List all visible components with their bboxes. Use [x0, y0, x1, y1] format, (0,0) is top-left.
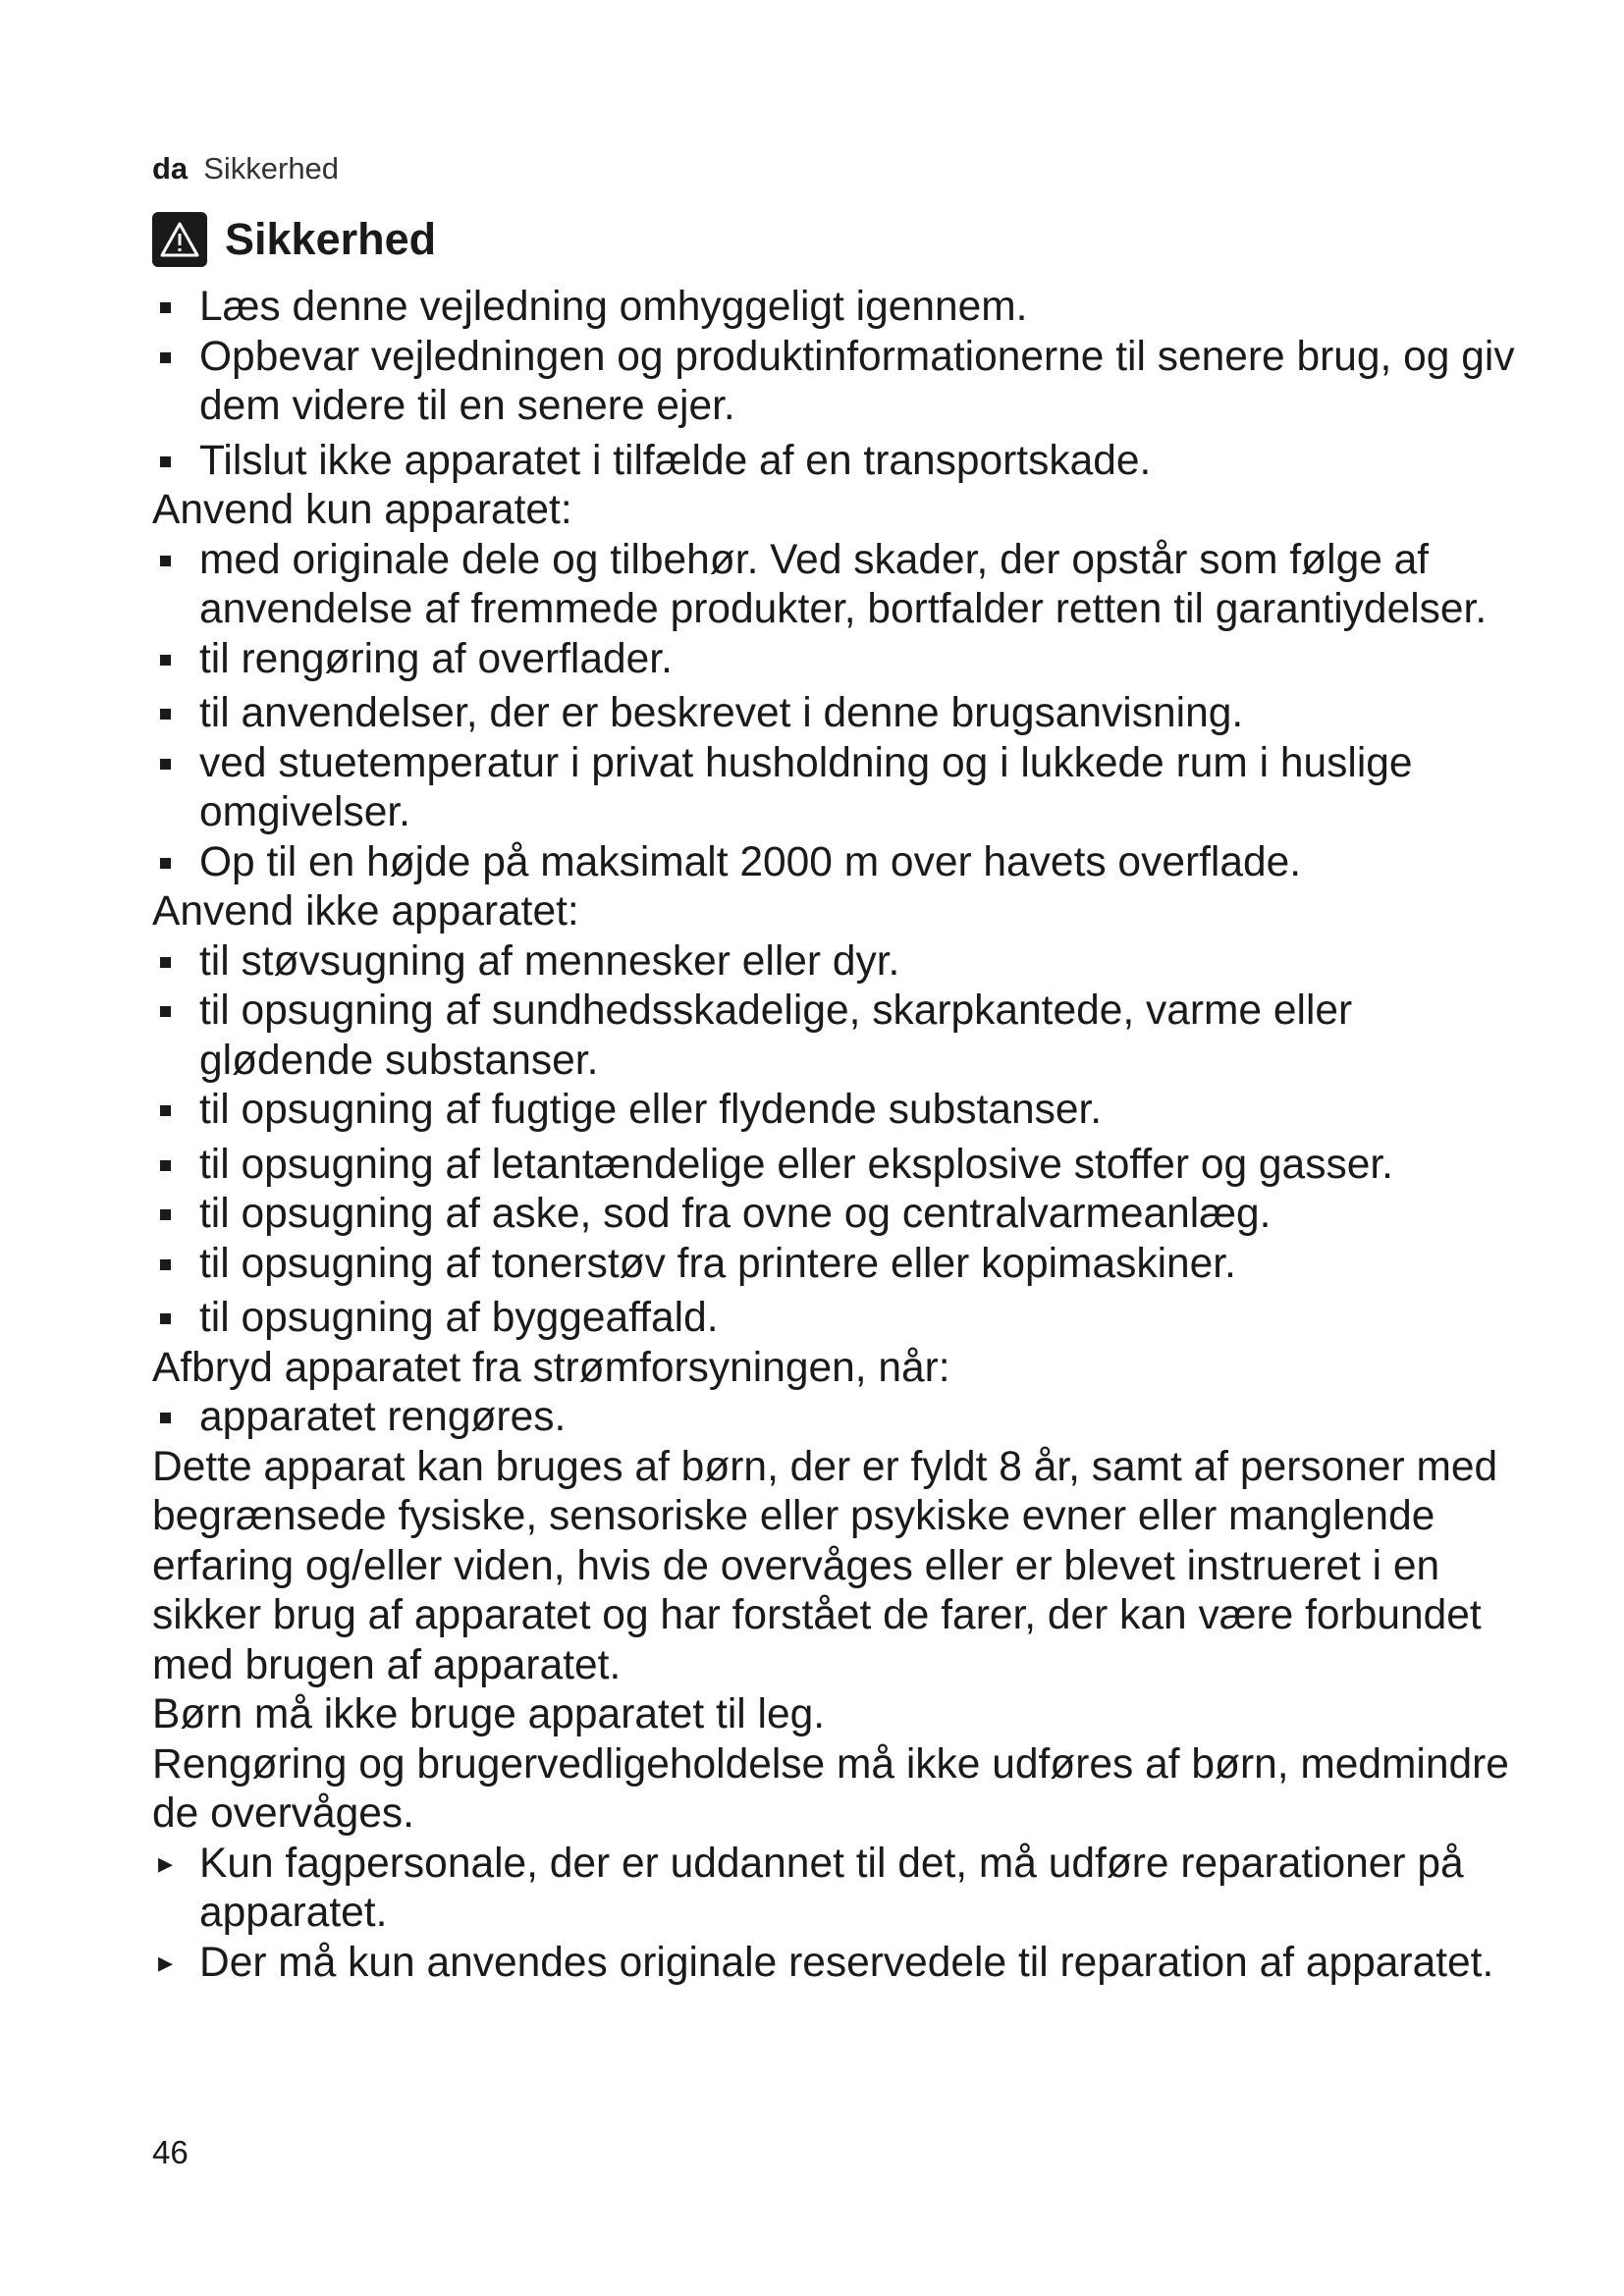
list-item-text: Tilslut ikke apparatet i tilfælde af en transportskade. [199, 437, 1152, 484]
warning-triangle-icon [152, 212, 207, 267]
list-item [152, 987, 1517, 1086]
action-item [152, 1840, 1517, 1939]
list-item-text: Opbevar vejledningen og produktinformationerne til senere brug, og giv dem videre til en senere ejer. [199, 333, 1515, 429]
square-bullet-icon [160, 1209, 171, 1220]
action-item-text: Der må kun anvendes originale reservedele til reparation af apparatet. [199, 1939, 1494, 1986]
list-item [152, 437, 1517, 487]
page-number: 46 [152, 2134, 189, 2170]
list-item [152, 739, 1517, 838]
action-item [152, 1939, 1517, 1989]
square-bullet-icon [160, 655, 171, 666]
square-bullet-icon [160, 759, 171, 770]
square-bullet-icon [160, 1259, 171, 1270]
list-item [152, 1141, 1517, 1191]
list-item [152, 536, 1517, 635]
square-bullet-icon [160, 1313, 171, 1324]
language-code: da [152, 151, 189, 186]
list-item-text: ved stuetemperatur i privat husholdning og i lukkede rum i huslige omgivelser. [199, 739, 1413, 835]
square-bullet-icon [160, 1413, 171, 1423]
list-item-text: til opsugning af tonerstøv fra printere eller kopimaskiner. [199, 1240, 1236, 1287]
action-item-text: Kun fagpersonale, der er uddannet til det, må udføre reparationer på apparatet. [199, 1840, 1464, 1936]
paragraph: Børn må ikke bruge apparatet til leg. [152, 1691, 826, 1737]
square-bullet-icon [160, 957, 171, 968]
header-section-title: Sikkerhed [203, 151, 340, 186]
list-item-text: til anvendelser, der er beskrevet i denne brugsanvisning. [199, 690, 1244, 736]
square-bullet-icon [160, 1160, 171, 1171]
list-item [152, 635, 1517, 685]
square-bullet-icon [160, 456, 171, 467]
square-bullet-icon [160, 556, 171, 566]
list-item-text: til rengøring af overflader. [199, 635, 673, 682]
square-bullet-icon [160, 709, 171, 720]
list-item [152, 333, 1517, 432]
paragraph: Rengøring og brugervedligeholdelse må ikke udføres af børn, medmindre de overvåges. [152, 1740, 1509, 1837]
list-item [152, 1190, 1517, 1240]
list-item [152, 1086, 1517, 1136]
list-item-text: til opsugning af letantændelige eller eksplosive stoffer og gasser. [199, 1141, 1393, 1188]
triangle-arrow-icon: ▸ [158, 1846, 174, 1880]
list-item-text: apparatet rengøres. [199, 1394, 567, 1440]
subheading: Afbryd apparatet fra strømforsyningen, når: [152, 1344, 950, 1391]
square-bullet-icon [160, 302, 171, 313]
list-item-text: Læs denne vejledning omhyggeligt igennem. [199, 284, 1028, 330]
list-item-text: til opsugning af aske, sod fra ovne og centralvarmeanlæg. [199, 1191, 1272, 1237]
running-header [152, 149, 339, 188]
list-item [152, 1294, 1517, 1344]
list-item-text: Op til en højde på maksimalt 2000 m over havets overflade. [199, 838, 1302, 885]
list-item [152, 1393, 1517, 1443]
square-bullet-icon [160, 352, 171, 363]
square-bullet-icon [160, 858, 171, 869]
list-item-text: til opsugning af fugtige eller flydende substanser. [199, 1087, 1103, 1133]
list-item-text: til opsugning af sundhedsskadelige, skarpkantede, varme eller glødende substanser. [199, 988, 1353, 1084]
list-item [152, 1240, 1517, 1290]
square-bullet-icon [160, 1006, 171, 1017]
square-bullet-icon [160, 1105, 171, 1116]
paragraph: Dette apparat kan bruges af børn, der er fyldt 8 år, samt af personer med begrænsede fysiske, sensoriske eller psykiske evner eller manglende erfaring og/eller viden, hvis de overvåges eller er blevet instrueret i en sikker brug af apparatet og har forstået de farer, der kan være forbundet med brugen af apparatet. [152, 1443, 1498, 1688]
list-item [152, 689, 1517, 739]
list-item [152, 838, 1517, 888]
list-item-text: til opsugning af byggeaffald. [199, 1295, 719, 1341]
section-heading [152, 212, 436, 267]
subheading: Anvend ikke apparatet: [152, 888, 579, 934]
list-item-text: med originale dele og tilbehør. Ved skader, der opstår som følge af anvendelse af fremmede produkter, bortfalder retten til garantiydelser. [199, 536, 1488, 632]
page-title: Sikkerhed [225, 214, 437, 264]
subheading: Anvend kun apparatet: [152, 487, 572, 533]
list-item [152, 283, 1517, 333]
list-item-text: til støvsugning af mennesker eller dyr. [199, 937, 900, 985]
safety-content [152, 283, 1517, 1988]
list-item [152, 937, 1517, 988]
triangle-arrow-icon: ▸ [158, 1946, 174, 1979]
